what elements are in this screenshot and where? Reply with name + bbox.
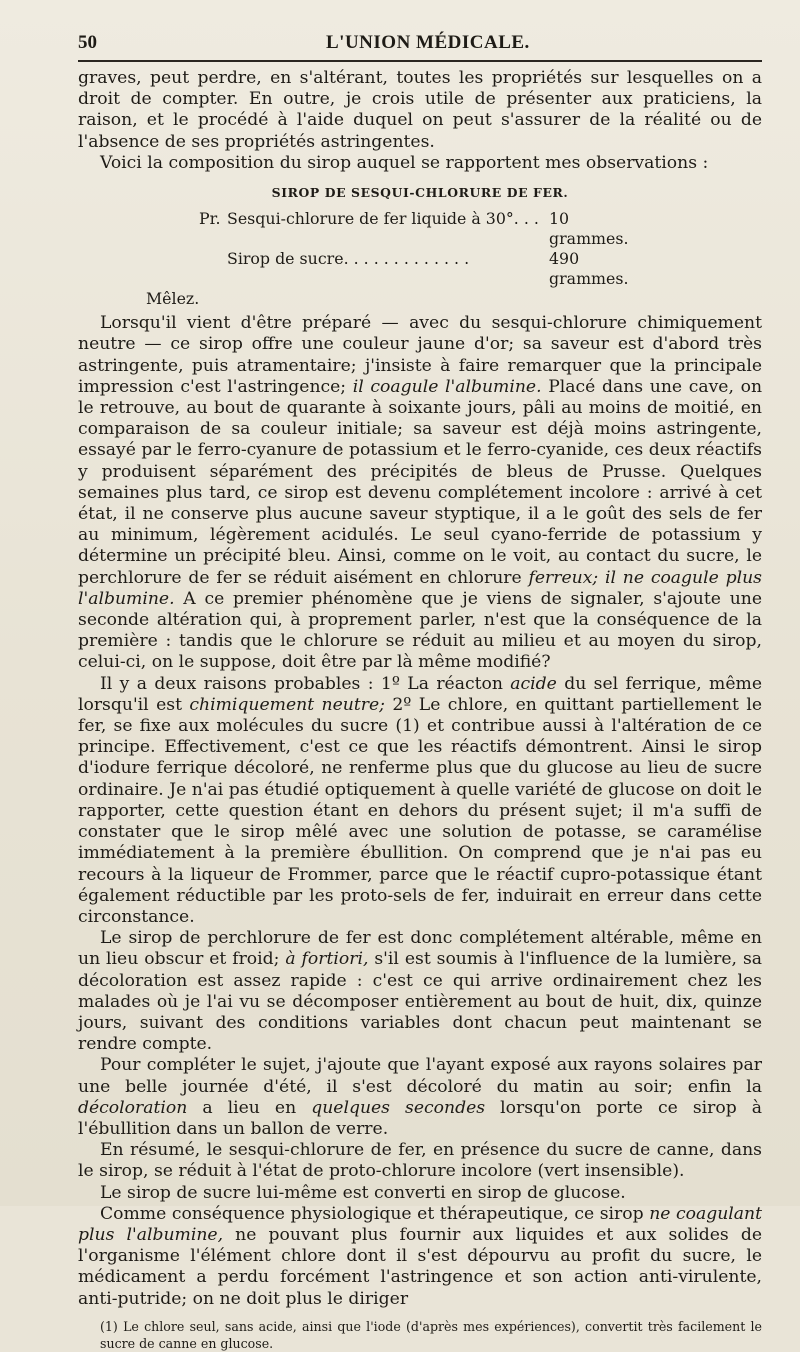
text-run: lorsqu'on porte ce sirop à l'ébullition dans un ballon de verre.: [78, 1097, 762, 1139]
text-run: Lorsqu'il vient d'être préparé — avec du sesqui-chlorure chimiquement neutre — ce sirop offre une couleur jaune d'or; sa saveur est d'abord très astringente, puis atramentaire; j'insiste à faire remarquer que la principale impression c'est l'astringence;: [78, 313, 762, 397]
paragraph-consequence: [78, 1204, 762, 1310]
text-run: a lieu en: [202, 1097, 297, 1118]
text-run: 2º Le chlore, en quittant partiellement le fer, se fixe aux molécules du sucre (1) et contribue aussi à l'altération de ce principe. Effectivement, c'est ce que les réactifs démontrent. Ainsi le sirop d'iodure ferrique décoloré, ne renferme plus que du glucose au lieu de sucre ordinaire. Je n'ai pas étudié optiquement à quelle variété de glucose on doit le rapporter, cette question étant en dehors du présent sujet; il m'a suffi de constater que le sirop mêlé avec une solution de potasse, se caramélise immédiatement à la première ébullition. On comprend que je n'ai pas eu recours à la liqueur de Frommer, parce que le réactif cupro-potassique étant également réductible par les proto-sels de fer, induirait en erreur dans cette circonstance.: [78, 694, 762, 927]
text-run: s'il est soumis à l'influence de la lumière, sa décoloration est assez rapide : c'est ce qui arrive ordinairement chez les malades où je l'ai vu se décomposer entièrement au bout de huit, dix, quinze jours, suivant des conditions variables dont chacun peut maintenant se rendre compte.: [78, 949, 763, 1055]
journal-title: L'UNION MÉDICALE.: [326, 32, 530, 53]
text-run: du sel ferrique, même lorsqu'il est: [78, 673, 762, 715]
emphasis-text: quelques secondes: [311, 1097, 486, 1118]
ingredient-name: Sesqui-chlorure de fer liquide à 30°. . .: [227, 209, 539, 229]
paragraph-intro-recipe: Voici la composition du sirop auquel se rapportent mes observations :: [100, 152, 709, 173]
emphasis-text: chimiquement neutre;: [189, 694, 385, 715]
text-run: Il y a deux raisons probables : 1º La réacton: [100, 673, 503, 694]
ingredient-name: Sirop de sucre. . . . . . . . . . . . .: [227, 249, 470, 269]
emphasis-text: à fortiori,: [285, 949, 369, 970]
paragraph-continuation: graves, peut perdre, en s'altérant, toutes les propriétés sur lesquelles on a droit de compter. En outre, je crois utile de présenter aux praticiens, la raison, et le procédé à l'aide duquel on peut s'assurer de la réalité ou de l'absence de ses propriétés astringentes.: [78, 68, 762, 152]
emphasis-text: il coagule l'albumine.: [352, 376, 542, 397]
ingredient-quantity: 490 grammes.: [549, 249, 629, 289]
emphasis-text: acide: [510, 673, 557, 694]
text-run: Comme conséquence physiologique et thérapeutique, ce sirop: [100, 1203, 644, 1224]
text-run: A ce premier phénomène que je viens de signaler, s'ajoute une seconde altération qui, à proprement parler, n'est que la conséquence de la première : tandis que le chlorure se réduit au milieu et au moyen du sirop, celui-ci, on le suppose, doit être par là même modifié?: [78, 588, 763, 673]
paragraph-alterability: [78, 928, 762, 1055]
text-run: Placé dans une cave, on le retrouve, au bout de quarante à soixante jours, pâli au moins de moitié, en comparaison de sa couleur initiale; sa saveur est déjà moins astringente, essayé par le ferro-cyanure de potassium et le ferro-cyanide, ces deux réactifs y produisent séparément des précipités de bleus de Prusse. Quelques semaines plus tard, ce sirop est devenu complétement incolore : arrivé à cet état, il ne conserve plus aucune saveur styptique, il a le goût des sels de fer au minimum, légèrement acidulés. Le seul cyano-ferride de potassium y détermine un précipité bleu. Ainsi, comme on le voit, au contact du sucre, le perchlorure de fer se réduit aisément en chlorure: [78, 376, 763, 588]
text-run: ne pouvant plus fournir aux liquides et aux solides de l'organisme l'élément chlore dont il s'est dépourvu au profit du sucre, le médicament a perdu forcément l'astringence et son action anti-virulente, anti-putride; on ne doit plus le diriger: [78, 1224, 762, 1309]
paragraph-glucose: Le sirop de sucre lui-même est converti en sirop de glucose.: [100, 1182, 626, 1203]
recipe-instruction: Mêlez.: [146, 289, 200, 309]
paragraph-sunlight: [78, 1055, 762, 1140]
text-run: Le sirop de perchlorure de fer est donc complétement altérable, même en un lieu obscur et froid;: [78, 928, 762, 970]
recipe-row: [199, 249, 762, 289]
header-rule: [78, 60, 762, 62]
recipe-prefix: Pr.: [199, 209, 221, 229]
emphasis-text: ferreux; il ne coagule plus l'albumine.: [78, 567, 762, 609]
recipe-row: [199, 209, 762, 249]
paragraph-preparation: [78, 313, 762, 673]
page-number: 50: [78, 32, 97, 53]
recipe-table: [199, 209, 762, 289]
emphasis-text: ne coagulant plus l'albumine,: [78, 1203, 763, 1245]
emphasis-text: décoloration: [78, 1097, 188, 1118]
recipe-prefix-blank: [199, 249, 227, 289]
running-head: [78, 28, 762, 58]
text-run: Pour compléter le sujet, j'ajoute que l'ayant exposé aux rayons solaires par une belle journée d'été, il s'est décoloré du matin au soir; enfin la: [78, 1055, 762, 1097]
paragraph-reasons: [78, 674, 762, 928]
ingredient-quantity: 10 grammes.: [549, 209, 629, 249]
paragraph-summary: En résumé, le sesqui-chlorure de fer, en présence du sucre de canne, dans le sirop, se réduit à l'état de proto-chlorure incolore (vert insensible).: [78, 1140, 762, 1182]
footnote: (1) Le chlore seul, sans acide, ainsi que l'iode (d'après mes expériences), convertit très facilement le sucre de canne en glucose.: [100, 1318, 762, 1351]
recipe-title: SIROP DE SESQUI-CHLORURE DE FER.: [271, 185, 569, 201]
